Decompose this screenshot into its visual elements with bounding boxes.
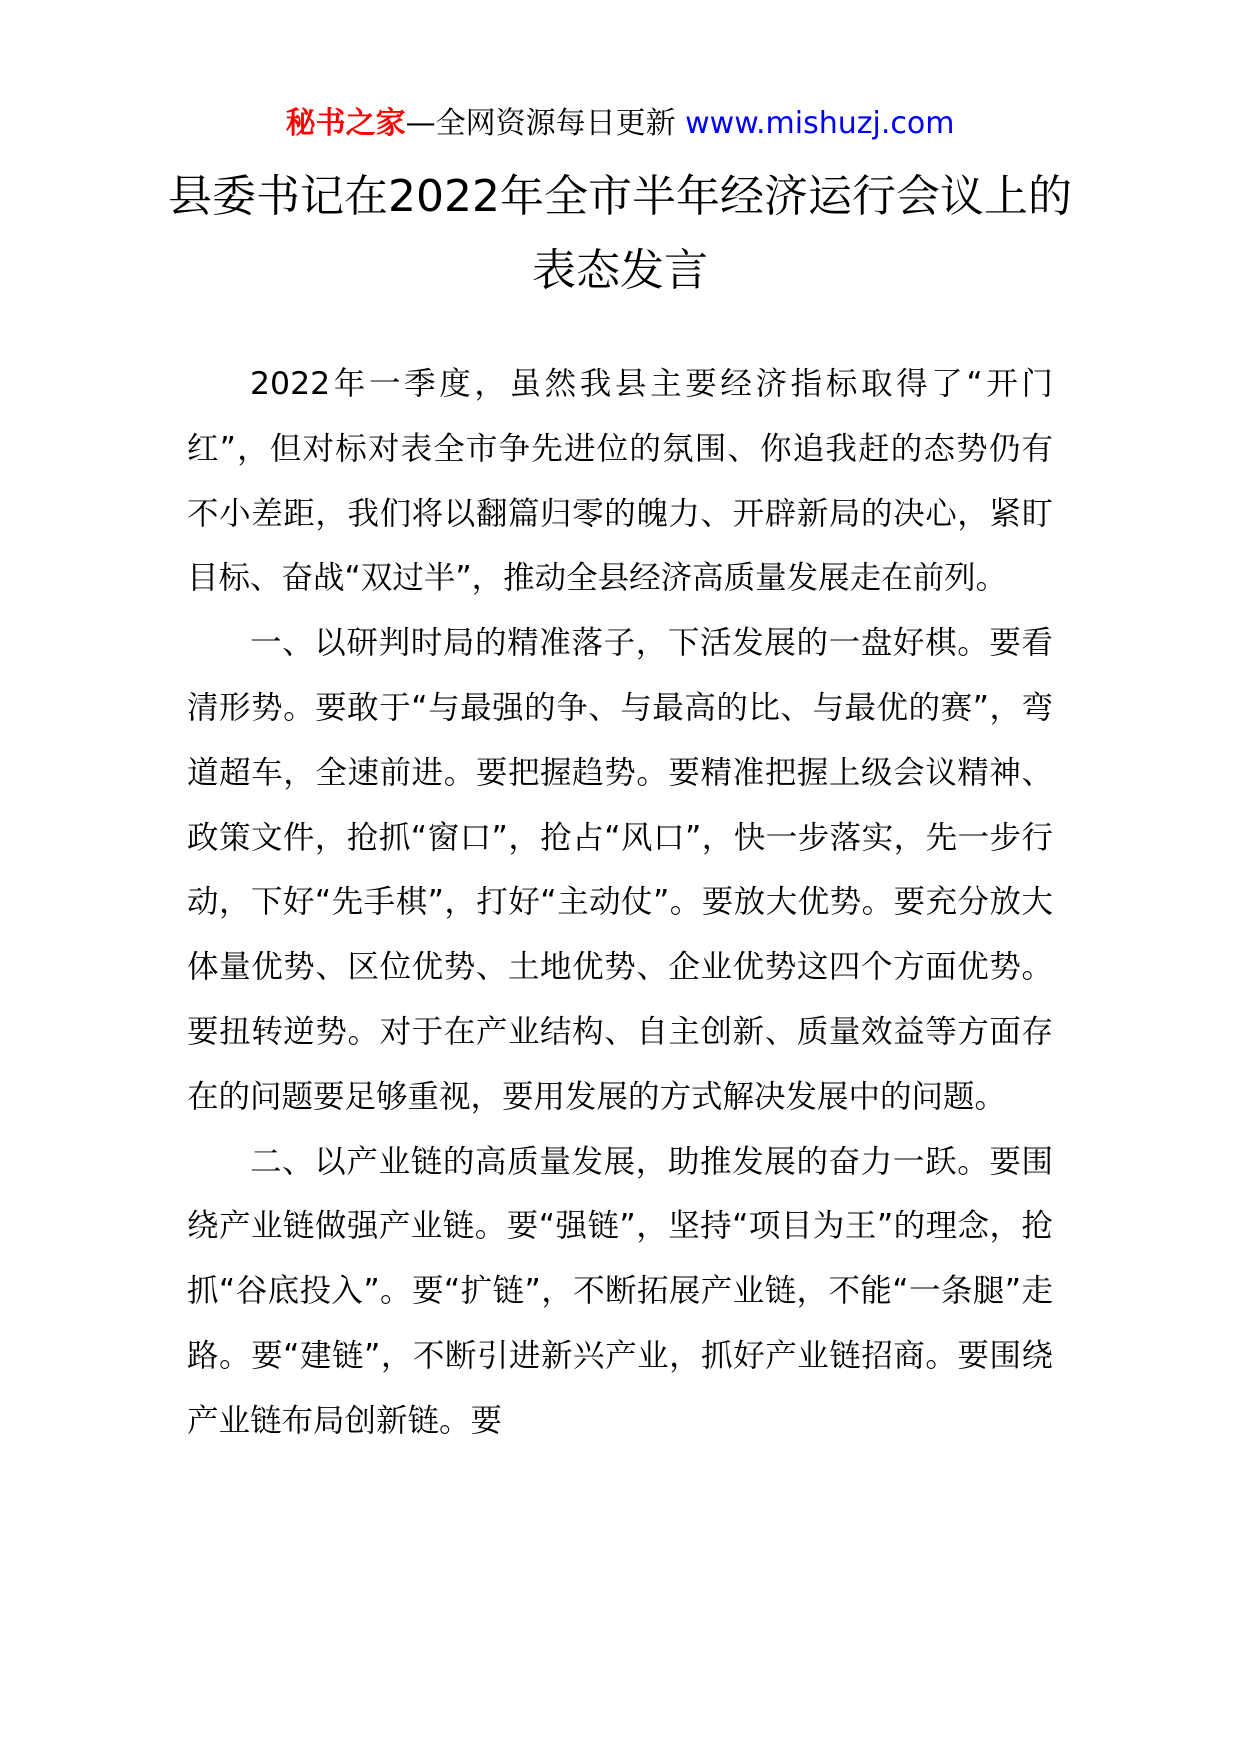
site-slogan: —全网资源每日更新 [405, 106, 676, 141]
paragraph-intro: 2022年一季度，虽然我县主要经济指标取得了“开门红”，但对标对表全市争先进位的氛围、你追我赶的态势仍有不小差距，我们将以翻篇归零的魄力、开辟新局的决心，紧盯目标、奋战“双过半”，推动全县经济高质量发展走在前列。 [187, 366, 1053, 597]
document-body [187, 352, 1053, 1454]
site-header [0, 102, 1240, 146]
site-url-link[interactable]: www.mishuzj.com [685, 106, 955, 141]
site-brand: 秘书之家 [285, 106, 406, 141]
paragraph-section-2: 二、以产业链的高质量发展，助推发展的奋力一跃。要围绕产业链做强产业链。要“强链”，坚持“项目为王”的理念，抢抓“谷底投入”。要“扩链”，不断拓展产业链，不能“一条腿”走路。要“建链”，不断引进新兴产业，抓好产业链招商。要围绕产业链布局创新链。要 [187, 1143, 1053, 1439]
document-title: 县委书记在2022年全市半年经济运行会议上的表态发言 [168, 171, 1072, 296]
paragraph-section-1: 一、以研判时局的精准落子，下活发展的一盘好棋。要看清形势。要敢于“与最强的争、与最高的比、与最优的赛”，弯道超车，全速前进。要把握趋势。要精准把握上级会议精神、政策文件，抢抓“窗口”，抢占“风口”，快一步落实，先一步行动，下好“先手棋”，打好“主动仗”。要放大优势。要充分放大体量优势、区位优势、土地优势、企业优势这四个方面优势。要扭转逆势。对于在产业结构、自主创新、质量效益等方面存在的问题要足够重视，要用发展的方式解决发展中的问题。 [187, 625, 1053, 1115]
